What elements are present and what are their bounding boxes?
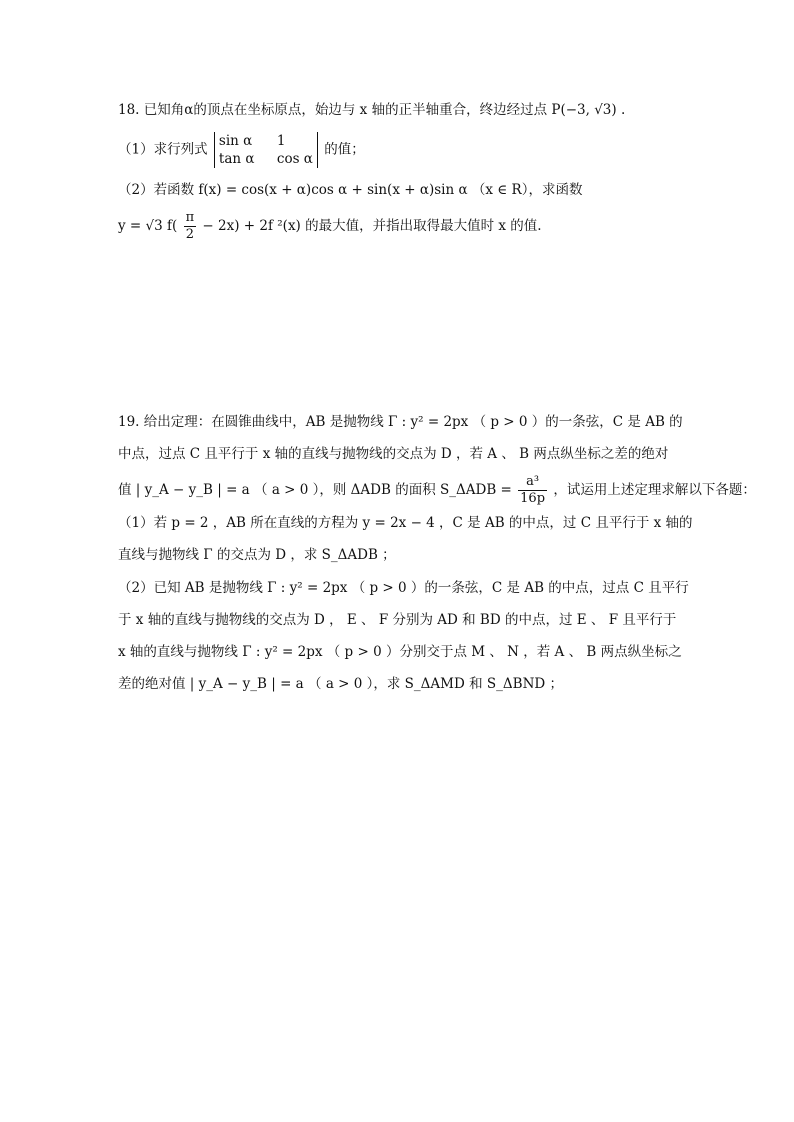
q19-line-3: 值 | y_A − y_B | = a （ a > 0 ），则 ΔADB 的面积 S_ΔADB = $\frac{\text{a³}}{16p}$ ，试运用上述定理求解以下各题： xyxy=(118,474,756,506)
q18-part2: （2）若函数 f(x) = cos(x + α)cos α + sin(x + α)sin α （x ∈ R），求函数 xyxy=(118,182,583,198)
q19-line-4: （1）若 p = 2 ，AB 所在直线的方程为 y = 2x − 4 ，C 是 AB 的中点，过 C 且平行于 x 轴的 xyxy=(118,515,693,531)
q19-line-2: 中点，过点 C 且平行于 x 轴的直线与抛物线的交点为 D ，若 A 、 B 两点纵坐标之差的绝对 xyxy=(118,446,669,462)
q19-line-9: 差的绝对值 | y_A − y_B | = a （ a > 0 ），求 S_ΔAMD 和 S_ΔBND ； xyxy=(118,676,563,692)
q19-line-5: 直线与抛物线 Γ 的交点为 D ，求 S_ΔADB ； xyxy=(118,547,396,563)
q18-stem: 18. 已知角α的顶点在坐标原点，始边与 x 轴的正半轴重合，终边经过点 P(−3, √3) . xyxy=(118,102,626,118)
det-a11: sin α xyxy=(218,133,253,149)
q19-line-1: 19. 给出定理：在圆锥曲线中，AB 是抛物线 Γ : y² = 2px （ p > 0 ）的一条弦，C 是 AB 的 xyxy=(118,414,683,430)
fraction-pi-over-2: $\frac{\pi}{2}$ xyxy=(185,210,195,242)
q18-part1: （1）求行列式 sin α 1 tan α cos α 的值； xyxy=(118,133,365,167)
q18-part2-function: y = √3 f( $\frac{\pi}{2}$ − 2x) + 2f ²(x) 的最大值，并指出取得最大值时 x 的值. xyxy=(118,210,542,242)
det-a12: 1 xyxy=(276,133,286,149)
q19-line-7: 于 x 轴的直线与抛物线的交点为 D ， E 、 F 分别为 AD 和 BD 的中点，过 E 、 F 且平行于 xyxy=(118,612,677,628)
q19-line-6: （2）已知 AB 是抛物线 Γ : y² = 2px （ p > 0 ）的一条弦，C 是 AB 的中点，过点 C 且平行 xyxy=(118,580,689,596)
q19-line-8: x 轴的直线与抛物线 Γ : y² = 2px （ p > 0 ）分别交于点 M 、 N ，若 A 、 B 两点纵坐标之 xyxy=(118,644,682,660)
determinant xyxy=(214,132,318,168)
fraction-a3-over-16p: $\frac{\text{a³}}{16p}$ xyxy=(520,474,546,506)
det-a22: cos α xyxy=(276,151,313,167)
det-a21: tan α xyxy=(218,151,255,167)
